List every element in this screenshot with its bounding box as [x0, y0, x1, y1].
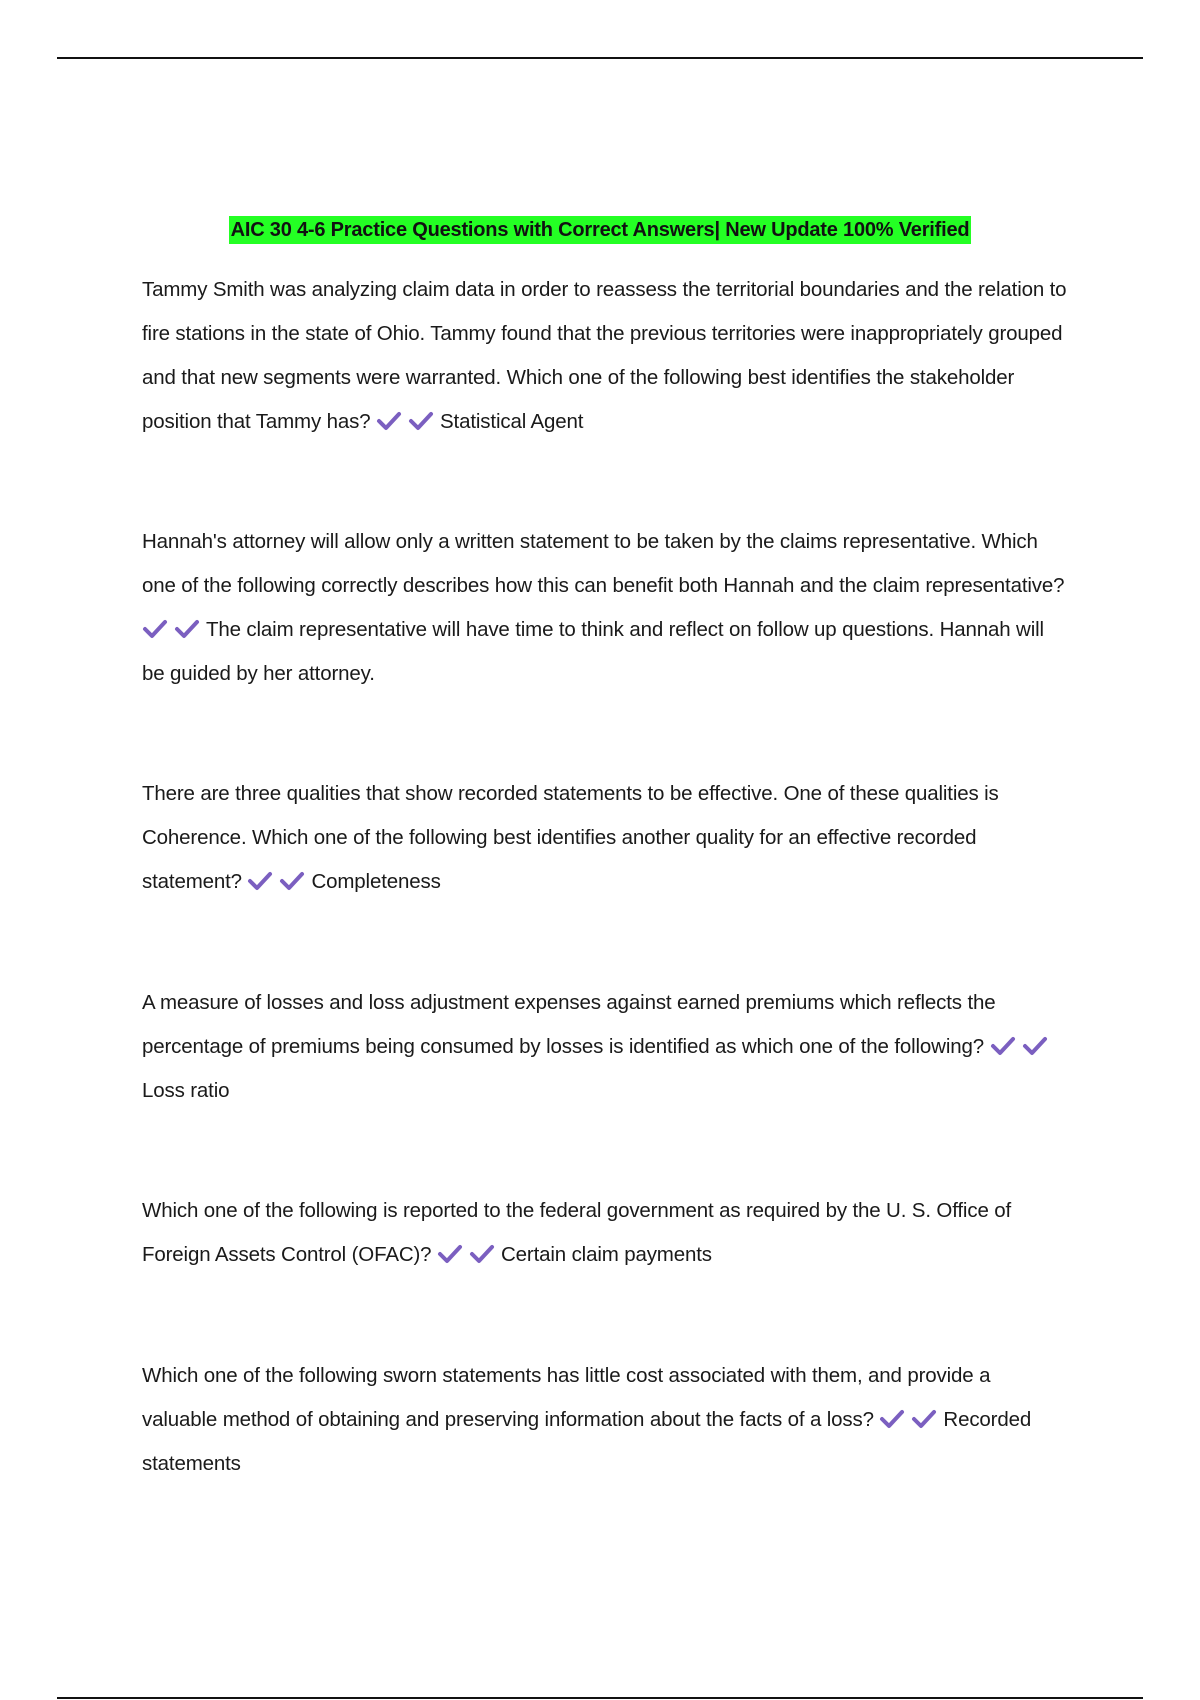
question-text: Tammy Smith was analyzing claim data in order to reassess the territorial boundaries and the relation to fire stations in the state of Ohio. Tammy found that the previous territories were inappropriately grouped and that new segments were warranted. Which one of the following best identifies the stakeholder position that Tammy has?	[142, 278, 1067, 433]
question-text: Hannah's attorney will allow only a written statement to be taken by the claims representative. Which one of the following correctly describes how this can benefit both Hannah and the claim representative?	[142, 530, 1065, 597]
answer-marker	[247, 870, 311, 893]
checkmark-icon	[911, 1408, 937, 1430]
question-text: Which one of the following is reported to the federal government as required by the U. S. Office of Foreign Assets Control (OFAC)?	[142, 1199, 1012, 1266]
question-text: Which one of the following sworn statements has little cost associated with them, and provide a valuable method of obtaining and preserving information about the facts of a loss?	[142, 1364, 991, 1431]
checkmark-icon	[1022, 1035, 1048, 1057]
qa-item-4	[142, 981, 1070, 1113]
checkmark-icon	[990, 1035, 1016, 1057]
checkmark-icon	[142, 618, 168, 640]
checkmark-icon	[408, 410, 434, 432]
checkmark-icon	[174, 618, 200, 640]
qa-item-2	[142, 520, 1070, 696]
checkmark-icon	[879, 1408, 905, 1430]
answer-marker	[879, 1408, 943, 1431]
qa-item-5	[142, 1189, 1070, 1277]
answer-text: Statistical Agent	[440, 410, 584, 433]
checkmark-icon	[469, 1243, 495, 1265]
answer-marker	[990, 1035, 1054, 1058]
qa-item-6	[142, 1354, 1070, 1486]
checkmark-icon	[437, 1243, 463, 1265]
answer-marker	[142, 618, 206, 641]
question-text: There are three qualities that show recorded statements to be effective. One of these qualities is Coherence. Which one of the following best identifies another quality for an effective recorded statement?	[142, 782, 999, 893]
qa-item-3	[142, 772, 1070, 904]
checkmark-icon	[376, 410, 402, 432]
question-text: A measure of losses and loss adjustment expenses against earned premiums which reflects the percentage of premiums being consumed by losses is identified as which one of the following?	[142, 991, 996, 1058]
answer-text: Recorded statements	[142, 1408, 1032, 1475]
answer-text: Certain claim payments	[500, 1243, 712, 1266]
answer-marker	[437, 1243, 501, 1266]
answer-text: Loss ratio	[142, 1079, 230, 1102]
top-rule	[57, 57, 1143, 59]
answer-text: Completeness	[311, 870, 441, 893]
title-container	[0, 216, 1200, 244]
bottom-rule	[57, 1697, 1143, 1699]
answer-marker	[376, 410, 440, 433]
answer-text: The claim representative will have time to think and reflect on follow up questions. Hannah will be guided by her attorney.	[142, 618, 1044, 685]
qa-item-1	[142, 268, 1070, 444]
checkmark-icon	[247, 870, 273, 892]
document-title: AIC 30 4-6 Practice Questions with Correct Answers| New Update 100% Verified	[229, 216, 972, 244]
checkmark-icon	[279, 870, 305, 892]
